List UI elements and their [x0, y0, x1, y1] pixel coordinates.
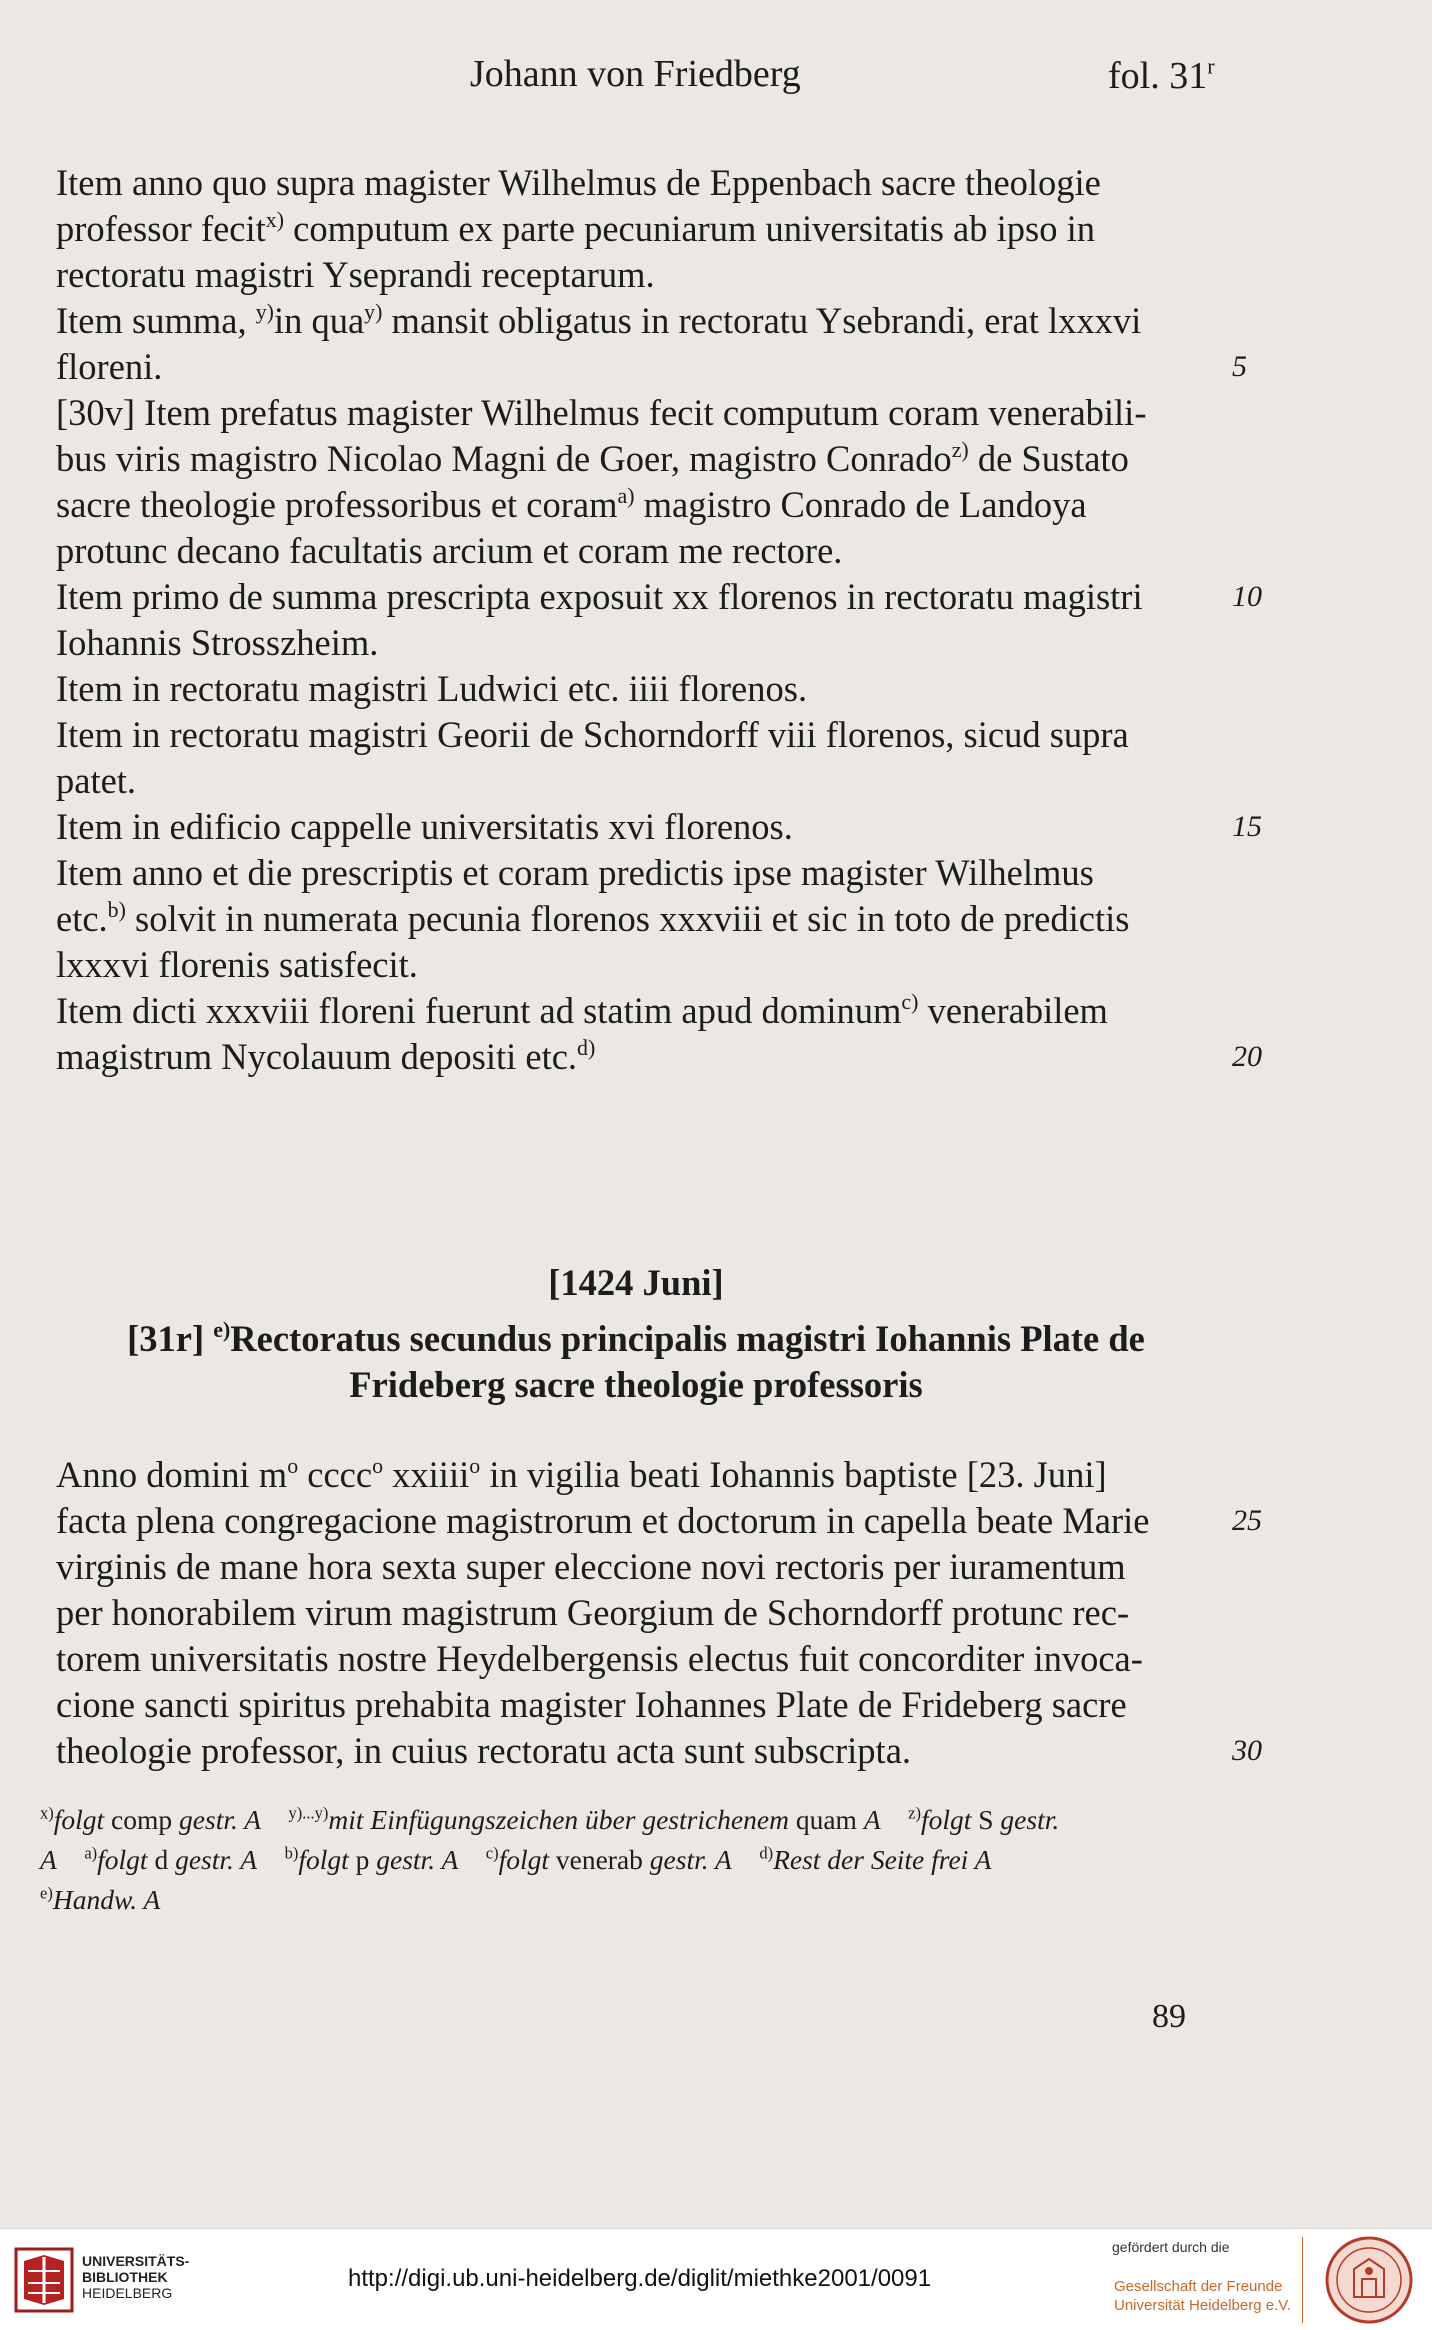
text-line: protunc decano facultatis arcium et coram me rectore. [56, 530, 843, 571]
text-line: theologie professor, in cuius rectoratu acta sunt subscripta. 30 [56, 1728, 1216, 1774]
footnote-line: $^{x)}$folgt comp gestr. A $^{y)...y)}$mit Einfügungszeichen über gestrichenem quam A $^{z)}$folgt S gestr. [40, 1803, 1060, 1835]
footnote-line: A $^{a)}$folgt d gestr. A $^{b)}$folgt p gestr. A $^{c)}$folgt venerab gestr. A $^{d)}$Rest der Seite frei A [40, 1843, 992, 1875]
text-line: Iohannis Strosszheim. [56, 622, 379, 663]
text-line: Item in rectoratu magistri Ludwici etc. iiii florenos. [56, 668, 808, 709]
text-line: [30v] Item prefatus magister Wilhelmus fecit computum coram venerabili- [56, 392, 1147, 433]
section-title-line-2: Frideberg sacre theologie professoris [349, 1364, 923, 1405]
line-number: 15 [1232, 810, 1262, 843]
text-line: Anno domini $m^o$ cccc$^o$ xxiiii$^o$ in vigilia beati Iohannis baptiste [23. Juni] [56, 1452, 1107, 1495]
text-line: Item anno quo supra magister Wilhelmus de Eppenbach sacre theologie [56, 162, 1101, 203]
funded-by-label: gefördert durch die [1112, 2239, 1230, 2255]
footer-divider [1302, 2237, 1303, 2323]
section-title-line-1: [31r] $^{e)}$Rectoratus secundus principalis magistri Iohannis Plate de [127, 1316, 1145, 1359]
text-section-1 [56, 160, 1262, 1080]
text-line: Item summa, $^{y)}$in qua$^{y)}$ mansit obligatus in rectoratu Ysebrandi, erat lxxxvi [56, 298, 1142, 341]
text-line: per honorabilem virum magistrum Georgium de Schorndorff protunc rec- [56, 1592, 1130, 1633]
text-line: sacre theologie professoribus et coram$^{a)}$ magistro Conrado de Landoya [56, 482, 1087, 525]
line-number: 25 [1232, 1504, 1262, 1537]
digitization-footer [0, 2228, 1432, 2330]
text-line: Item dicti xxxviii floreni fuerunt ad statim apud dominum$^{c)}$ venerabilem [56, 988, 1108, 1031]
text-line: etc.$^{b)}$ solvit in numerata pecunia florenos xxxviii et sic in toto de predictis [56, 896, 1130, 939]
running-title: Johann von Friedberg [470, 53, 801, 95]
text-line: Item primo de summa prescripta exposuit xx florenos in rectoratu magistri 10 [56, 574, 1216, 620]
line-number: 10 [1232, 580, 1262, 613]
university-library-logo-icon [14, 2247, 74, 2313]
text-section-2 [56, 1452, 1262, 1774]
footnote-line: $^{e)}$Handw. A [40, 1883, 161, 1915]
text-line: cione sancti spiritus prehabita magister Iohannes Plate de Frideberg sacre [56, 1684, 1127, 1725]
text-line: floreni. 5 [56, 344, 1216, 390]
library-name: UNIVERSITÄTS- BIBLIOTHEK HEIDELBERG [82, 2253, 190, 2301]
text-line: Item anno et die prescriptis et coram predictis ipse magister Wilhelmus [56, 852, 1094, 893]
line-number: 5 [1232, 350, 1247, 383]
text-line: professor fecit$^{x)}$ computum ex parte pecuniarum universitatis ab ipso in [56, 206, 1095, 249]
folio-reference: fol. 31$^r$ [1108, 53, 1215, 97]
page-number: 89 [1152, 1998, 1186, 2035]
text-line: lxxxvi florenis satisfecit. [56, 944, 418, 985]
text-line: patet. [56, 760, 137, 801]
text-line: facta plena congregacione magistrorum et doctorum in capella beate Marie 25 [56, 1498, 1216, 1544]
text-line: magistrum Nycolauum depositi etc.$^{d)}$ 20 [56, 1034, 1216, 1080]
digital-copy-link[interactable]: http://digi.ub.uni-heidelberg.de/diglit/miethke2001/0091 [348, 2265, 932, 2292]
section-date-heading: [1424 Juni] [548, 1262, 724, 1303]
text-line: bus viris magistro Nicolao Magni de Goer, magistro Conrado$^{z)}$ de Sustato [56, 436, 1129, 479]
footnotes [40, 1800, 1210, 1920]
text-line: Item in edificio cappelle universitatis xvi florenos. 15 [56, 804, 1216, 850]
university-seal-icon [1324, 2235, 1414, 2325]
text-line: rectoratu magistri Yseprandi receptarum. [56, 254, 655, 295]
text-line: virginis de mane hora sexta super eleccione novi rectoris per iuramentum [56, 1546, 1126, 1587]
text-line: torem universitatis nostre Heydelbergensis electus fuit concorditer invoca- [56, 1638, 1143, 1679]
text-line: Item in rectoratu magistri Georii de Schorndorff viii florenos, sicud supra [56, 714, 1129, 755]
sponsor-name: Gesellschaft der Freunde Universität Heidelberg e.V. [1114, 2278, 1292, 2314]
line-number: 20 [1232, 1040, 1262, 1073]
line-number: 30 [1232, 1734, 1262, 1767]
